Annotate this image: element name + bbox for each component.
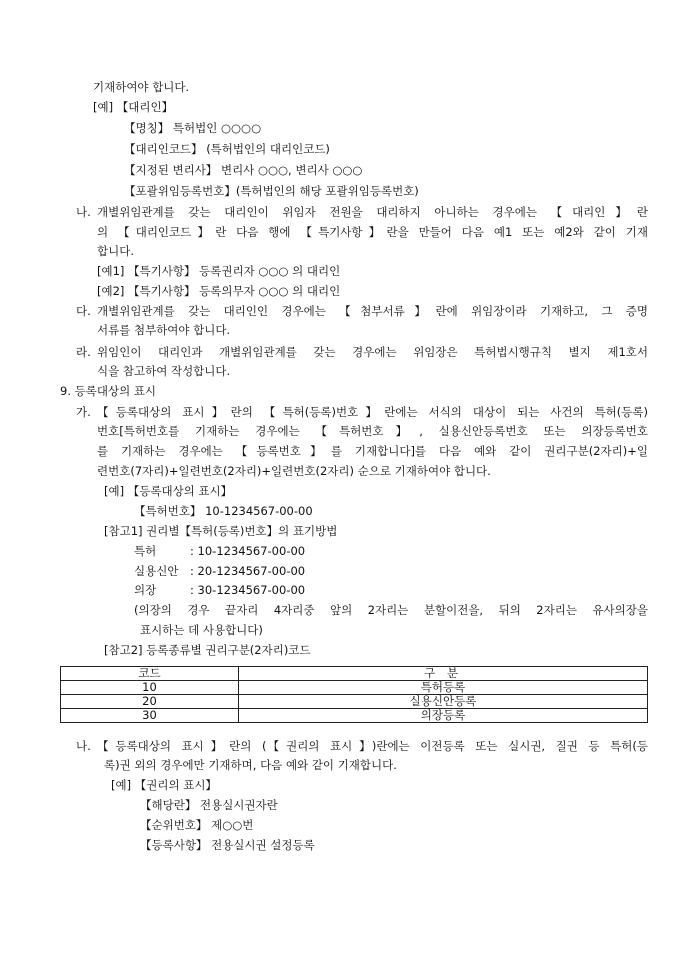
item-ra-line1: 위임인이 대리인과 개별위임관계를 갖는 경우에는 위임장은 특허법시행규칙 별지 제1호서 xyxy=(97,345,648,359)
item-ra-marker: 라. xyxy=(76,345,91,359)
section9-ga-line1: 【등록대상의 표시】란의 【특허(등록)번호】란에는 서식의 대상이 되는 사건의 특허(등록) xyxy=(97,405,648,419)
reference1-label: [참고1] 권리별【특허(등록)번호】의 표기방법 xyxy=(104,524,338,538)
example-designated-line: 【지정된 변리사】 변리사 ○○○, 변리사 ○○○ xyxy=(124,163,363,177)
example-blanket-line: 【포괄위임등록번호】(특허법인의 해당 포괄위임등록번호) xyxy=(124,184,419,198)
section9-ga-line4: 련번호(7자리)+일련번호(2자리)+일련번호(2자리) 순으로 기재하여야 합니다. xyxy=(97,464,491,478)
table-cell-code: 20 xyxy=(61,695,239,709)
table-row xyxy=(61,681,648,695)
section9-na-line1: 【등록대상의 표시】란의 (【권리의 표시】)란에는 이전등록 또는 실시권, 질권 등 특허(등 xyxy=(97,739,648,753)
section9-example-value: 【특허번호】 10-1234567-00-00 xyxy=(134,504,313,518)
reference1-kind: 특허 xyxy=(134,544,157,558)
item-na-line2: 의 【대리인코드】란 다음 행에 【특기사항】란을 만들어 다음 예1 또는 예2와 같이 기재 xyxy=(97,225,648,239)
section9-ga-marker: 가. xyxy=(76,405,91,419)
table-header-row xyxy=(61,667,648,681)
reference1-kind: 실용신안 xyxy=(134,564,179,578)
table-cell-kind: 의장등록 xyxy=(239,709,648,723)
table-cell-kind: 실용신안등록 xyxy=(239,695,648,709)
reference1-value: : 30-1234567-00-00 xyxy=(190,583,306,597)
rights-code-table xyxy=(60,666,648,723)
table-cell-code: 30 xyxy=(61,709,239,723)
item-da-marker: 다. xyxy=(76,304,91,318)
item-na-line3: 합니다. xyxy=(97,244,134,258)
item-na-example1: [예1] 【특기사항】 등록권리자 ○○○ 의 대리인 xyxy=(97,264,341,278)
item-na-example2: [예2] 【특기사항】 등록의무자 ○○○ 의 대리인 xyxy=(97,284,341,298)
item-da-line1: 개별위임관계를 갖는 대리인인 경우에는 【첨부서류】란에 위임장이라 기재하고, 그 증명 xyxy=(97,304,648,318)
section9-na-example-line1: 【해당란】 전용실시권자란 xyxy=(140,798,278,812)
example-label: [예] 【대리인】 xyxy=(93,100,174,114)
item-da-line2: 서류를 첨부하여야 합니다. xyxy=(97,323,231,337)
reference2-label: [참고2] 등록종류별 권리구분(2자리)코드 xyxy=(104,643,311,657)
section9-ga-line2: 번호[특허번호를 기재하는 경우에는 【특허번호】, 실용신안등록번호 또는 의장등록번호 xyxy=(97,424,648,438)
table-cell-kind: 특허등록 xyxy=(239,681,648,695)
section-heading: 9. 등록대상의 표시 xyxy=(60,384,157,398)
table-header-kind: 구 분 xyxy=(239,667,648,681)
section9-na-marker: 나. xyxy=(76,739,91,753)
section9-na-example-line3: 【등록사항】 전용실시권 설정등록 xyxy=(140,838,315,852)
design-note-line2: 표시하는 데 사용합니다) xyxy=(140,623,263,637)
table-row xyxy=(61,709,648,723)
section9-ga-line3: 를 기재하는 경우에는 【등록번호】를 기재합니다]를 다음 예와 같이 권리구분(2자리)+일 xyxy=(97,444,648,458)
reference1-value: : 10-1234567-00-00 xyxy=(190,544,306,558)
table-cell-code: 10 xyxy=(61,681,239,695)
example-name-line: 【명칭】 특허법인 ○○○○ xyxy=(124,121,262,135)
reference1-value: : 20-1234567-00-00 xyxy=(190,564,306,578)
item-na-marker: 나. xyxy=(76,205,91,219)
table-header-code: 코드 xyxy=(61,667,239,681)
example-code-line: 【대리인코드】 (특허법인의 대리인코드) xyxy=(124,142,330,156)
reference1-kind: 의장 xyxy=(134,583,157,597)
section9-example-label: [예] 【등록대상의 표시】 xyxy=(104,484,233,498)
section9-na-example-line2: 【순위번호】 제○○번 xyxy=(140,818,254,832)
section9-na-example-label: [예] 【권리의 표시】 xyxy=(111,778,217,792)
continuation-text: 기재하여야 합니다. xyxy=(93,80,190,94)
item-na-line1: 개별위임관계를 갖는 대리인이 위임자 전원을 대리하지 아니하는 경우에는 【대리인】란 xyxy=(97,205,648,219)
table-row xyxy=(61,695,648,709)
item-ra-line2: 식을 참고하여 작성합니다. xyxy=(97,364,231,378)
section9-na-line2: 록)권 외의 경우에만 기재하며, 다음 예와 같이 기재합니다. xyxy=(104,758,397,772)
design-note-line1: (의장의 경우 끝자리 4자리중 앞의 2자리는 분할이전을, 뒤의 2자리는 유사의장을 xyxy=(134,603,648,617)
